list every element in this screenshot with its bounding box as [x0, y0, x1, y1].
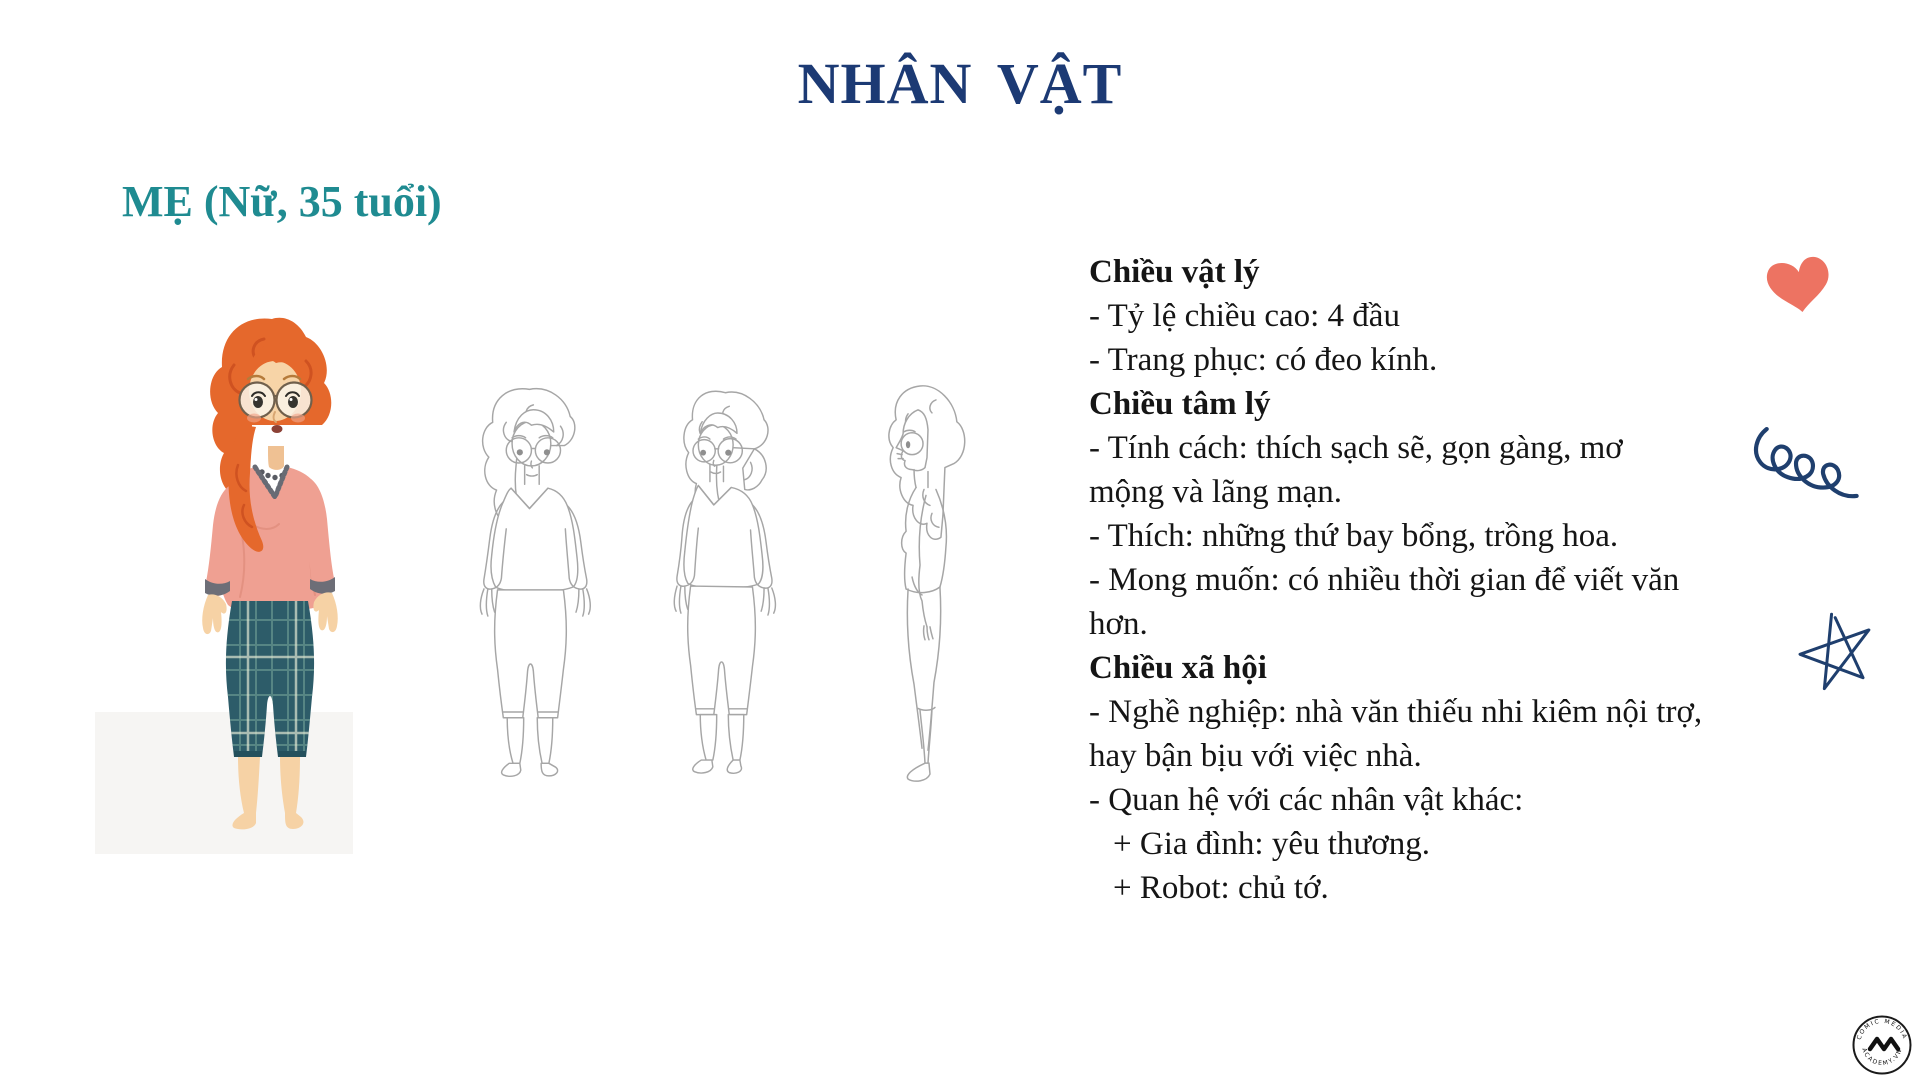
desc-line: - Nghề nghiệp: nhà văn thiếu nhi kiêm nội trợ, [1089, 694, 1703, 730]
character-description [1089, 250, 1834, 910]
desc-line: - Trang phục: có đeo kính. [1089, 342, 1438, 378]
cma-logo-stamp [1850, 1013, 1914, 1077]
desc-line: + Gia đình: yêu thương. [1113, 826, 1430, 862]
desc-line: - Tỷ lệ chiều cao: 4 đầu [1089, 298, 1400, 334]
section-heading-physical: Chiều vật lý [1089, 254, 1260, 290]
character-sketch-profile [862, 380, 990, 798]
desc-line: hay bận bịu với việc nhà. [1089, 738, 1422, 774]
desc-line: hơn. [1089, 606, 1148, 642]
desc-line: + Robot: chủ tớ. [1113, 870, 1329, 906]
desc-line: - Thích: những thứ bay bổng, trồng hoa. [1089, 518, 1619, 554]
desc-line: - Mong muốn: có nhiều thời gian để viết văn [1089, 562, 1680, 598]
section-heading-psychological: Chiều tâm lý [1089, 386, 1271, 422]
stamp-text-top: COMIC MEDIA [1855, 1017, 1909, 1041]
stamp-text-bottom: ACADEMY.VN [1860, 1047, 1904, 1068]
spiral-doodle-icon [1750, 400, 1865, 525]
character-sketch-front [452, 378, 607, 796]
character-color-illustration [172, 305, 362, 840]
page-title: NHÂN VẬT [797, 51, 1123, 116]
character-sketch-three-quarter [650, 378, 795, 798]
section-heading-social: Chiều xã hội [1089, 650, 1267, 686]
character-heading: MẸ (Nữ, 35 tuổi) [122, 177, 442, 226]
desc-line: - Tính cách: thích sạch sẽ, gọn gàng, mơ [1089, 430, 1623, 466]
desc-line: mộng và lãng mạn. [1089, 474, 1342, 510]
desc-line: - Quan hệ với các nhân vật khác: [1089, 782, 1524, 818]
star-icon [1789, 604, 1882, 699]
heart-icon [1762, 251, 1840, 322]
